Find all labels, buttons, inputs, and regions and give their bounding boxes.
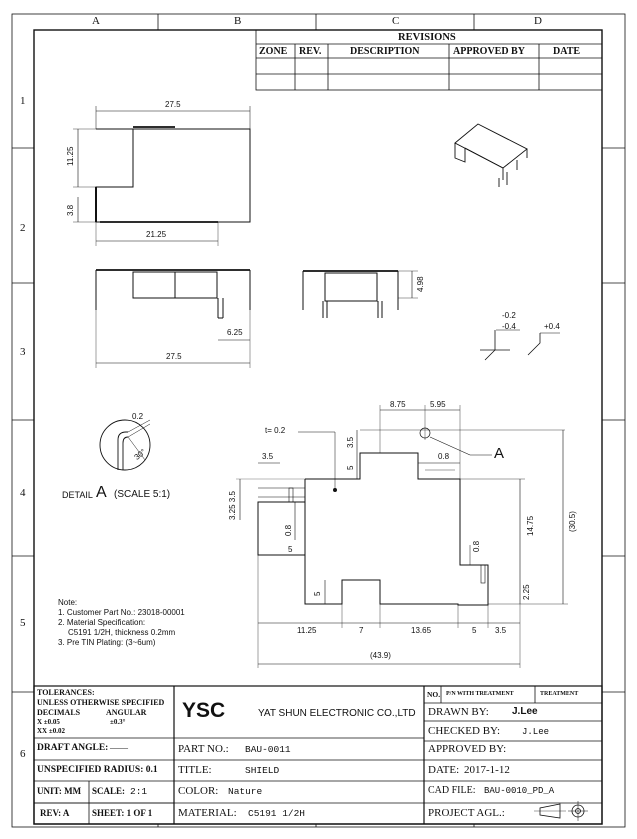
- tb-material-label: MATERIAL:: [178, 807, 237, 819]
- tb-material: C5191 1/2H: [248, 808, 306, 819]
- grid-row-2: 2: [20, 222, 26, 234]
- tb-no-label: NO.: [427, 690, 441, 699]
- dim-35b: 3.5: [262, 452, 274, 461]
- tb-xx-tol: XX ±0.02: [37, 727, 65, 735]
- rev-header-zone: ZONE: [259, 46, 288, 57]
- dim-08a: 0.8: [438, 452, 450, 461]
- section-label-a: A: [494, 445, 505, 462]
- tb-color: Nature: [228, 786, 263, 797]
- dim-08c: 0.8: [472, 540, 481, 552]
- dim-08b: 0.8: [284, 524, 293, 536]
- note-line: 2. Material Specification:: [58, 618, 146, 627]
- rev-header-approved: APPROVED BY: [453, 46, 525, 57]
- dim-35a: 3.5: [346, 436, 355, 448]
- dim-5c: 5: [313, 591, 322, 596]
- tb-scale-label: SCALE:: [92, 786, 126, 796]
- detail-label-letter: A: [96, 484, 107, 501]
- tb-part-no: BAU-0011: [245, 744, 291, 755]
- tb-x-tol: X ±0.05: [37, 718, 60, 726]
- tb-project-label: PROJECT AGL.:: [428, 807, 505, 819]
- notes-title: Note:: [58, 598, 78, 607]
- tb-pn-treatment: P/N WITH TREATMENT: [446, 691, 514, 697]
- grid-col-b: B: [234, 15, 242, 27]
- dim-305: (30.5): [568, 511, 577, 532]
- tb-sheet: SHEET: 1 OF 1: [92, 808, 153, 818]
- grid-col-d: D: [534, 15, 542, 27]
- tb-draft-angle: ——: [110, 743, 128, 753]
- grid-row-4: 4: [20, 487, 26, 499]
- company-name: YAT SHUN ELECTRONIC CO.,LTD: [258, 708, 416, 719]
- rev-header-rev: REV.: [299, 46, 322, 57]
- tb-checked-by: J.Lee: [522, 727, 550, 737]
- detail-dim-02: 0.2: [132, 412, 144, 421]
- tb-unless: UNLESS OTHERWISE SPECIFIED: [37, 698, 165, 707]
- notes-block: [58, 598, 185, 648]
- company-logo: YSC: [182, 699, 226, 722]
- grid-row-1: 1: [20, 95, 26, 107]
- tb-cad: BAU-0010_PD_A: [484, 786, 555, 796]
- tb-date: 2017-1-12: [464, 764, 510, 776]
- detail-label-prefix: DETAIL: [62, 490, 93, 500]
- tb-date-label: DATE:: [428, 764, 460, 776]
- tb-drawn-by-label: DRAWN BY:: [428, 706, 489, 718]
- dim-side-view-h: 4.98: [416, 276, 425, 292]
- tb-approved-by-label: APPROVED BY:: [428, 743, 507, 755]
- dim-7: 7: [359, 626, 364, 635]
- revisions-title: REVISIONS: [398, 32, 456, 43]
- tb-color-label: COLOR:: [178, 785, 219, 797]
- grid-col-c: C: [392, 15, 400, 27]
- bend-tolerance-symbols: [480, 330, 560, 360]
- tb-title: SHIELD: [245, 765, 280, 776]
- dim-439: (43.9): [370, 651, 391, 660]
- grid-row-3: 3: [20, 346, 26, 358]
- dim-1125: 11.25: [297, 626, 317, 635]
- tol-plus-04: +0.4: [544, 322, 560, 331]
- tb-drawn-by: J.Lee: [512, 706, 538, 717]
- detail-a-view: [100, 420, 150, 470]
- tol-minus-02: -0.2: [502, 311, 516, 320]
- dim-thickness: t= 0.2: [265, 426, 286, 435]
- dim-front-tab: 6.25: [227, 328, 243, 337]
- tb-draft-angle-label: DRAFT ANGLE:: [37, 743, 109, 753]
- note-line: 1. Customer Part No.: 23018-00001: [58, 608, 185, 617]
- dim-595: 5.95: [430, 400, 446, 409]
- tb-cad-label: CAD FILE:: [428, 785, 476, 796]
- note-line: C5191 1/2H, thickness 0.2mm: [68, 628, 176, 637]
- rev-header-description: DESCRIPTION: [350, 46, 420, 57]
- dim-side-h1: 11.25: [66, 146, 75, 166]
- side-view: [303, 271, 418, 318]
- grid-row-6: 6: [20, 748, 26, 760]
- tb-checked-by-label: CHECKED BY:: [428, 725, 501, 737]
- dim-bottom-w: 21.25: [146, 230, 167, 239]
- detail-label-scale: (SCALE 5:1): [114, 489, 171, 500]
- tb-scale: 2:1: [130, 786, 148, 797]
- tb-unit: UNIT: MM: [37, 786, 82, 796]
- iso-view: [455, 124, 527, 187]
- tb-rev: REV: A: [40, 808, 70, 818]
- tb-ang-tol: ±0.3°: [110, 718, 126, 726]
- dim-35c: 3.5: [495, 626, 507, 635]
- dim-5b: 5: [288, 545, 293, 554]
- dim-5a: 5: [346, 465, 355, 470]
- detail-dim-30: 30°: [132, 447, 148, 462]
- tb-decimals: DECIMALS: [37, 708, 81, 717]
- grid-col-a: A: [92, 15, 100, 27]
- tb-part-no-label: PART NO.:: [178, 743, 229, 755]
- dim-side-h2: 3.8: [66, 204, 75, 216]
- note-line: 3. Pre TIN Plating: (3~6um): [58, 638, 156, 647]
- tol-minus-04: -0.4: [502, 322, 516, 331]
- tb-treatment: TREATMENT: [540, 691, 579, 697]
- tb-angular: ANGULAR: [106, 708, 147, 717]
- dim-top-width: 27.5: [165, 100, 181, 109]
- tb-tolerances: TOLERANCES:: [37, 688, 95, 697]
- dim-front-w: 27.5: [166, 352, 182, 361]
- tb-radius: UNSPECIFIED RADIUS: 0.1: [37, 765, 158, 775]
- dim-325-35: 3.25 3.5: [228, 491, 237, 520]
- grid-row-5: 5: [20, 617, 26, 629]
- dim-225: 2.25: [522, 584, 531, 600]
- top-view: [73, 106, 250, 246]
- dim-875: 8.75: [390, 400, 406, 409]
- dim-5d: 5: [472, 626, 477, 635]
- dim-1365: 13.65: [411, 626, 432, 635]
- rev-header-date: DATE: [553, 46, 581, 57]
- flat-pattern-view: [236, 405, 568, 668]
- dim-1475: 14.75: [526, 515, 535, 536]
- tb-title-label: TITLE:: [178, 764, 212, 776]
